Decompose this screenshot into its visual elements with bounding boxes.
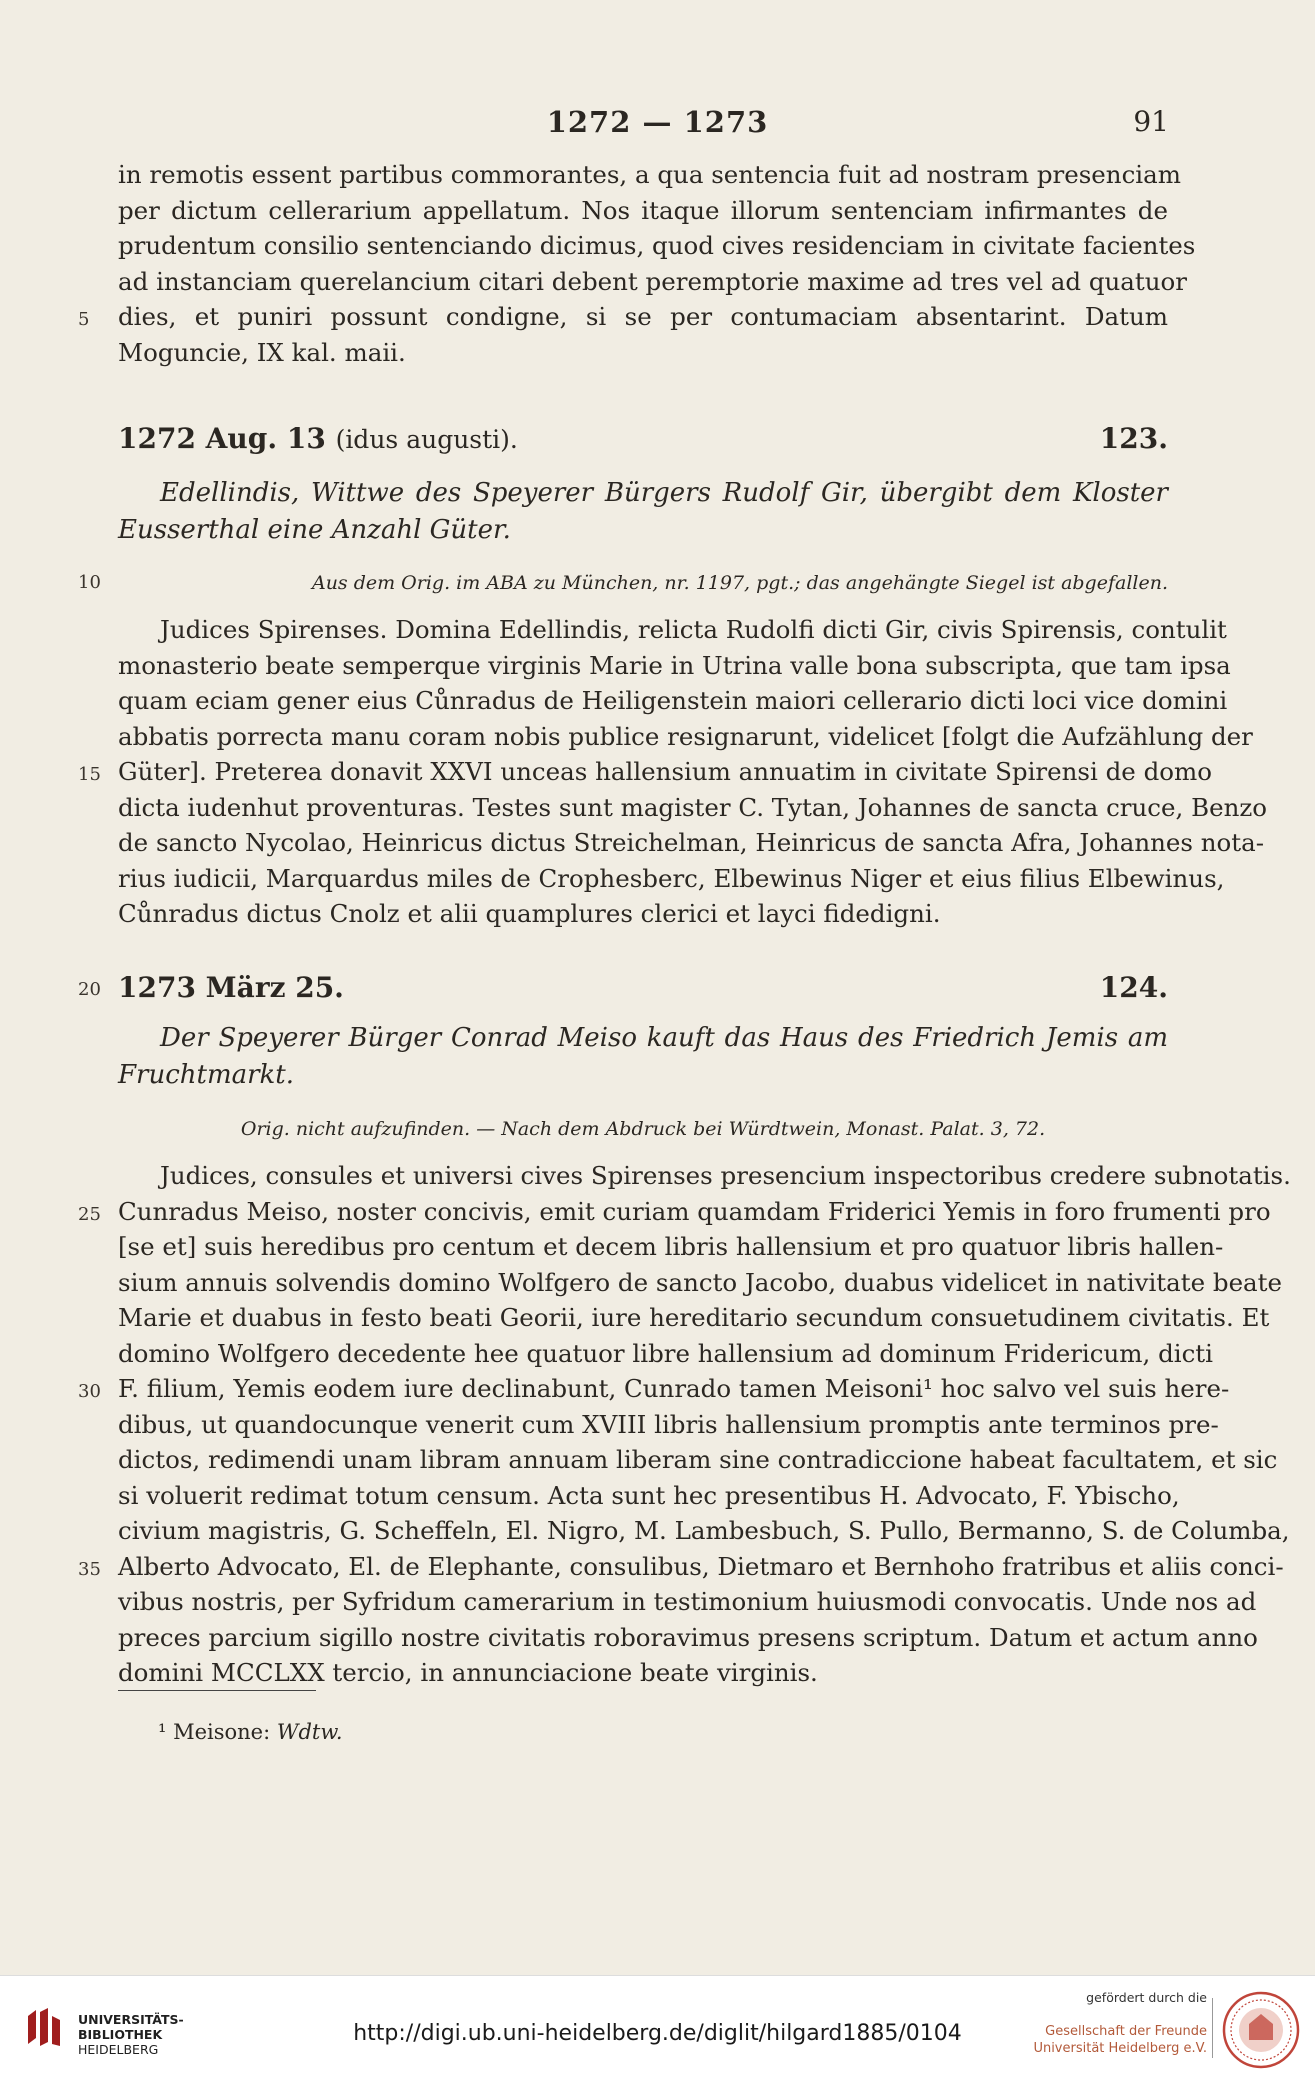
page-number: 91 bbox=[1133, 105, 1169, 138]
text-line: preces parcium sigillo nostre civitatis roboravimus presens scriptum. Datum et actum anno bbox=[118, 1622, 1258, 1652]
text-line: Judices Spirenses. Domina Edellindis, relicta Rudolfi dicti Gir, civis Spirensis, contulit bbox=[160, 615, 1227, 644]
text-line: dictos, redimendi unam libram annuam liberam sine contradiccione habeat facultatem, et sic bbox=[118, 1445, 1278, 1474]
line-number: 35 bbox=[78, 1558, 101, 1580]
doc-124-source: Orig. nicht aufzufinden. — Nach dem Abdruck bei Würdtwein, Monast. Palat. 3, 72. bbox=[240, 1118, 1046, 1140]
line-number: 20 bbox=[78, 979, 101, 1000]
text-line: in remotis essent partibus commorantes, a qua sentencia fuit ad nostram presenciam bbox=[118, 160, 1181, 189]
text-line: ad instanciam querelancium citari debent peremptorie maxime ad tres vel ad quatuor bbox=[118, 266, 1187, 296]
doc-124-regest bbox=[118, 1020, 1168, 1094]
footer-bar bbox=[0, 1975, 1315, 2080]
text-line: [se et] suis heredibus pro centum et decem libris hallensium et pro quatuor libris hallen- bbox=[118, 1232, 1224, 1261]
intro-paragraph bbox=[78, 157, 1196, 370]
doc-date: 1273 März 25. bbox=[118, 971, 344, 1004]
sponsor-org-line1: Gesellschaft der Freunde bbox=[1045, 2024, 1207, 2039]
doc-124-heading bbox=[78, 971, 1168, 1011]
doc-number: 124. bbox=[1099, 971, 1168, 1004]
text-line: vibus nostris, per Syfridum camerarium in testimonium huiusmodi convocatis. Unde nos ad bbox=[118, 1587, 1257, 1616]
text-line: Cůnradus dictus Cnolz et alii quamplures clerici et layci fidedigni. bbox=[118, 899, 941, 928]
text-line: domini MCCLXX tercio, in annunciacione beate virginis. bbox=[118, 1658, 818, 1687]
society-seal-icon bbox=[1221, 1990, 1301, 2070]
line-number: 15 bbox=[78, 764, 101, 785]
text-line: civium magistris, G. Scheffeln, El. Nigro, M. Lambesbuch, S. Pullo, Bermanno, S. de Columba, bbox=[118, 1516, 1290, 1545]
regest-line: Edellindis, Wittwe des Speyerer Bürgers Rudolf Gir, übergibt dem Kloster bbox=[160, 478, 1168, 508]
text-line: rius iudicii, Marquardus miles de Crophesberc, Elbewinus Niger et eius filius Elbewinus, bbox=[118, 863, 1225, 893]
text-line: 25 Cunradus Meiso, noster concivis, emit curiam quamdam Friderici Yemis in foro frumenti pro bbox=[118, 1194, 1168, 1230]
text-line: si voluerit redimat totum censum. Acta sunt hec presentibus H. Advocato, F. Ybischo, bbox=[118, 1480, 1180, 1510]
regest-line: Eusserthal eine Anzahl Güter. bbox=[118, 515, 511, 545]
doc-number: 123. bbox=[1099, 422, 1168, 455]
line-number: 5 bbox=[78, 309, 90, 330]
text-line: Marie et duabus in festo beati Georii, iure hereditario secundum consuetudinem civitatis. Et bbox=[118, 1303, 1270, 1332]
doc-123-source: 10 Aus dem Orig. im ABA zu München, nr. 1197, pgt.; das angehängte Siegel ist abgefallen. bbox=[78, 572, 1168, 594]
text-line: 5 dies, et puniri possunt condigne, si se per contumaciam absentarint. Datum bbox=[118, 299, 1168, 335]
footnote-separator bbox=[118, 1690, 316, 1691]
page-header bbox=[0, 105, 1315, 145]
text-line: dicta iudenhut proventuras. Testes sunt magister C. Tytan, Johannes de sancta cruce, Benzo bbox=[118, 792, 1268, 822]
doc-123-regest bbox=[118, 475, 1168, 549]
text-line: prudentum consilio sentenciando dicimus, quod cives residenciam in civitate facientes bbox=[118, 231, 1196, 260]
line-number: 10 bbox=[78, 572, 101, 593]
text-line: domino Wolfgero decedente hee quatuor libre hallensium ad dominum Fridericum, dicti bbox=[118, 1338, 1213, 1368]
regest-line: Fruchtmarkt. bbox=[118, 1060, 295, 1090]
sponsor-label: gefördert durch die bbox=[1086, 1990, 1207, 2005]
doc-date: 1272 Aug. 13 (idus augusti). bbox=[118, 422, 518, 455]
text-line: 30 F. filium, Yemis eodem iure declinabunt, Cunrado tamen Meisoni¹ hoc salvo vel suis here- bbox=[118, 1371, 1168, 1407]
text-line: monasterio beate semperque virginis Marie in Utrina valle bona subscripta, que tam ipsa bbox=[118, 650, 1231, 680]
regest-line: Der Speyerer Bürger Conrad Meiso kauft das Haus des Friedrich Jemis am bbox=[160, 1023, 1168, 1053]
text-line: abbatis porrecta manu coram nobis publice resignarunt, videlicet [folgt die Aufzählung der bbox=[118, 721, 1253, 751]
text-line: quam eciam gener eius Cůnradus de Heiligenstein maiori cellerario dicti loci vice domini bbox=[118, 686, 1228, 715]
text-line: 35 Alberto Advocato, El. de Elephante, consulibus, Dietmaro et Bernhoho fratribus et aliis conci- bbox=[118, 1549, 1168, 1585]
text-line: sium annuis solvendis domino Wolfgero de sancto Jacobo, duabus videlicet in nativitate beate bbox=[118, 1267, 1283, 1297]
library-name: UNIVERSITÄTS- BIBLIOTHEK HEIDELBERG bbox=[78, 2012, 184, 2057]
doc-124-text bbox=[78, 1158, 1291, 1691]
text-line: 15 Güter]. Preterea donavit XXVI unceas hallensium annuatim in civitate Spirensi de domo bbox=[118, 754, 1168, 790]
line-number: 25 bbox=[78, 1203, 101, 1225]
doc-123-heading bbox=[118, 422, 1168, 462]
running-title: 1272 — 1273 bbox=[546, 105, 769, 139]
footnote: ¹ Meisone: Wdtw. bbox=[158, 1720, 343, 1744]
text-line: per dictum cellerarium appellatum. Nos itaque illorum sentenciam infirmantes de bbox=[118, 195, 1168, 225]
line-number: 30 bbox=[78, 1381, 101, 1402]
source-url-link[interactable]: http://digi.ub.uni-heidelberg.de/diglit/hilgard1885/0104 bbox=[353, 2021, 962, 2046]
doc-123-text bbox=[78, 612, 1268, 932]
text-line: de sancto Nycolao, Heinricus dictus Streichelman, Heinricus de sancta Afra, Johannes nota- bbox=[118, 828, 1265, 857]
text-line: dibus, ut quandocunque venerit cum XVIII libris hallensium promptis ante terminos pre- bbox=[118, 1409, 1219, 1439]
sponsor-block bbox=[1007, 1990, 1207, 2057]
footer-divider bbox=[1212, 1998, 1213, 2058]
text-line: Judices, consules et universi cives Spirenses presencium inspectoribus credere subnotatis. bbox=[160, 1161, 1291, 1190]
sponsor-org-line2: Universität Heidelberg e.V. bbox=[1033, 2041, 1207, 2056]
text-line: Moguncie, IX kal. maii. bbox=[118, 337, 406, 367]
